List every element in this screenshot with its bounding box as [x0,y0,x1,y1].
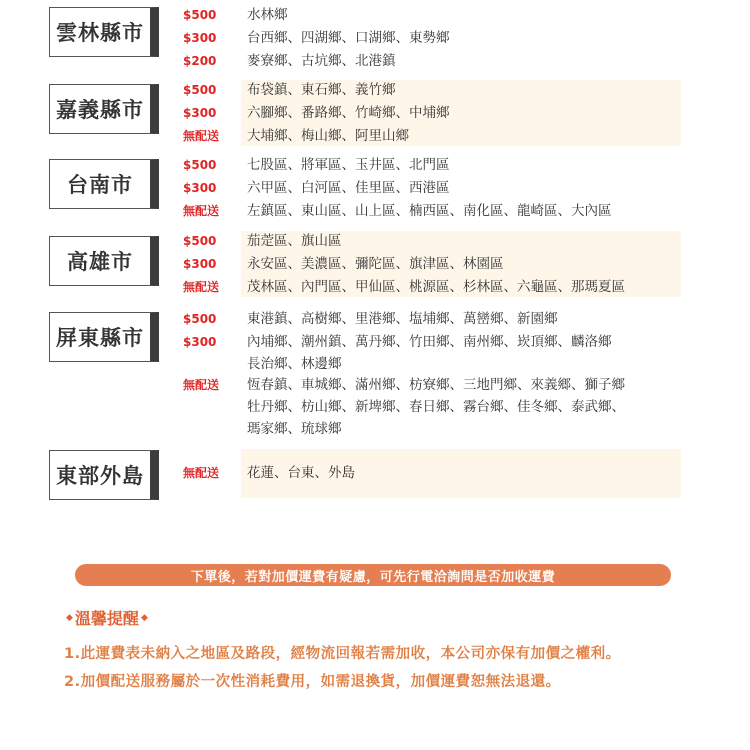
diamond-icon: ◆ [140,612,148,623]
area-list: 花蓮、台東、外島 [247,465,355,481]
region-label: 東部外島 [49,450,159,500]
area-list: 東港鎮、高樹鄉、里港鄉、塩埔鄉、萬巒鄉、新園鄉 [247,311,558,327]
rate-label: $500 [183,8,217,22]
area-list: 內埔鄉、潮州鎮、萬丹鄉、竹田鄉、南州鄉、崁頂鄉、麟洛鄉 [247,334,612,350]
rate-label: $300 [183,257,217,271]
rate-label: 無配送 [183,378,220,392]
area-list: 台西鄉、四湖鄉、口湖鄉、東勢鄉 [247,30,450,46]
area-list: 六腳鄉、番路鄉、竹崎鄉、中埔鄉 [247,105,450,121]
rate-label: $300 [183,335,217,349]
area-list: 麥寮鄉、古坑鄉、北港鎮 [247,53,396,69]
area-list: 永安區、美濃區、彌陀區、旗津區、林園區 [247,256,504,272]
notice-bar: 下單後，若對加價運費有疑慮，可先行電洽詢問是否加收運費 [75,564,671,586]
reminder-line: 2.加價配送服務屬於一次性消耗費用，如需退換貨，加價運費恕無法退還。 [64,674,561,690]
rate-label: 無配送 [183,129,220,143]
rate-label: $200 [183,54,217,68]
rate-label: $500 [183,312,217,326]
reminder-title [64,606,150,629]
reminder-line: 1.此運費表未納入之地區及路段，經物流回報若需加收，本公司亦保有加價之權利。 [64,646,621,662]
rate-label: $500 [183,83,217,97]
area-list: 長治鄉、林邊鄉 [247,356,342,372]
reminder-title-text: 溫馨提醒 [74,609,139,628]
region-label: 嘉義縣市 [49,84,159,134]
rate-label: $300 [183,106,217,120]
rate-label: $500 [183,158,217,172]
region-label: 高雄市 [49,236,159,286]
area-list: 大埔鄉、梅山鄉、阿里山鄉 [247,128,409,144]
rate-label: 無配送 [183,466,220,480]
area-list: 瑪家鄉、琉球鄉 [247,421,342,437]
rate-label: 無配送 [183,280,220,294]
area-list: 左鎮區、東山區、山上區、楠西區、南化區、龍崎區、大內區 [247,203,612,219]
rate-label: $500 [183,234,217,248]
rate-label: $300 [183,181,217,195]
area-list: 恆春鎮、車城鄉、滿州鄉、枋寮鄉、三地門鄉、來義鄉、獅子鄉 [247,377,625,393]
area-list: 六甲區、白河區、佳里區、西港區 [247,180,450,196]
rate-label: $300 [183,31,217,45]
region-label: 屏東縣市 [49,312,159,362]
region-label: 雲林縣市 [49,7,159,57]
area-list: 牡丹鄉、枋山鄉、新埤鄉、春日鄉、霧台鄉、佳冬鄉、泰武鄉、 [247,399,625,415]
rate-label: 無配送 [183,204,220,218]
area-list: 水林鄉 [247,7,288,23]
area-list: 茂林區、內門區、甲仙區、桃源區、杉林區、六龜區、那瑪夏區 [247,279,625,295]
diamond-icon: ◆ [66,612,73,623]
region-label: 台南市 [49,159,159,209]
area-list: 七股區、將軍區、玉井區、北門區 [247,157,450,173]
area-list: 茄萣區、旗山區 [247,233,342,249]
area-list: 布袋鎮、東石鄉、義竹鄉 [247,82,396,98]
